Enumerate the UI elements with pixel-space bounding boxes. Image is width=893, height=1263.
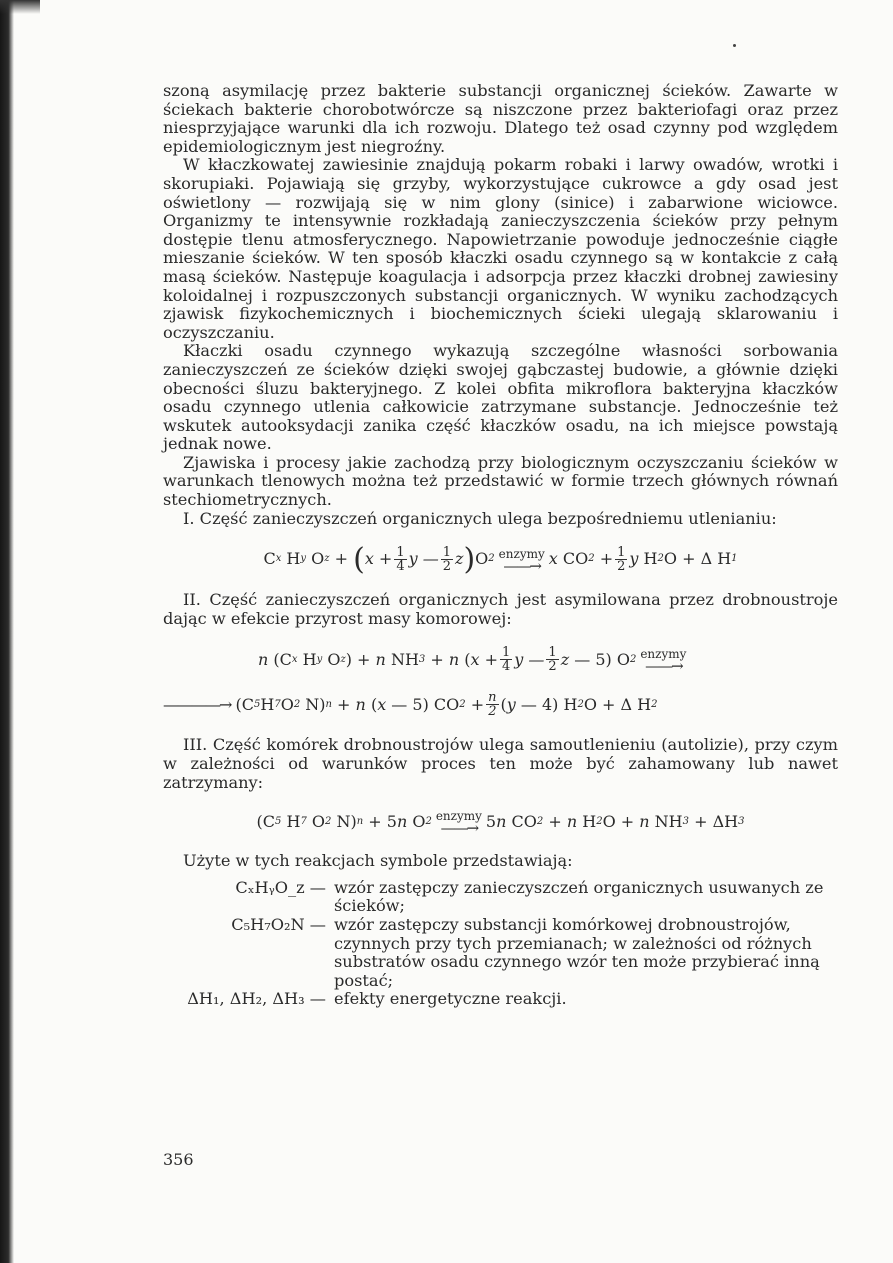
equation-2-line-2: ————→ (C 5 H 7 O 2 N) n + n ( x — 5) CO 2 + $\frac{n}{2}$ ( y — 4) H 2 O + Δ H 2 [163,690,658,720]
scan-corner-shadow [0,0,40,14]
book-binding-shadow [0,0,14,1263]
fraction: $\frac{1}{4}$ [502,645,511,675]
definition-text: wzór zastępczy substancji komórkowej drobnoustrojów, czynnych przy tych przemianach; w zależności od różnych substratów osadu czynnego wzór ten może przybierać inną postać; [334,915,820,990]
definition-symbol: C₅H₇O₂N — [231,915,326,934]
reaction-arrow: enzymy ——→ [498,546,545,575]
page-content [163,82,838,1009]
fraction: $\frac{1}{2}$ [617,545,626,575]
paragraph-1: szoną asymilację przez bakterie substancji organicznej ścieków. Zawarte w ściekach bakterie chorobotwórcze są niszczone przez bakteriofagi oraz przez niesprzyjające warunki dla ich rozwoju. Dlatego też osad czynny pod względem epidemiologicznym jest niegroźny. [163,81,838,156]
definition-text: wzór zastępczy zanieczyszczeń organicznych usuwanych ze ścieków; [334,877,824,916]
fraction: $\frac{1}{2}$ [548,645,557,675]
definition-symbol: ΔH₁, ΔH₂, ΔH₃ — [187,989,326,1009]
definition-item [163,879,838,916]
fraction: $\frac{1}{4}$ [396,545,405,575]
reaction-arrow: enzymy ——→ [640,646,687,675]
paragraph-5: I. Część zanieczyszczeń organicznych ulega bezpośredniemu utlenianiu: [183,508,777,528]
reaction-arrow: enzymy ——→ [435,809,482,838]
definition-text: efekty energetyczne reakcji. [334,989,567,1009]
equation-1: C x H y O z + ( x + $\frac{1}{4}$ y — $\frac{1}{2}$ z ) O 2 enzymy ——→ x CO 2 + $\frac{1}{2}$ y H 2 O + Δ H 1 [263,541,738,577]
definition-item [163,990,838,1009]
symbols-intro: Użyte w tych reakcjach symbole przedstawiają: [183,851,573,871]
paragraph-section-3: III. Część komórek drobnoustrojów ulega samoutlenieniu (autolizie), przy czym w zależności od warunków proces ten może być zahamowany lub nawet zatrzymany: [163,735,838,792]
definition-symbol: CₓHᵧO_z — [235,877,326,897]
paragraph-4: Zjawiska i procesy jakie zachodzą przy biologicznym oczyszczaniu ścieków w warunkach tlenowych można też przedstawić w formie trzech głównych równań stechiometrycznych. [163,452,838,510]
scan-speck [733,44,736,47]
paragraph-section-2: II. Część zanieczyszczeń organicznych jest asymilowana przez drobnoustroje dając w efekcie przyrost masy komorowej: [163,590,838,628]
symbol-definitions [163,879,838,1009]
paragraph-3: Kłaczki osadu czynnego wykazują szczególne własności sorbowania zanieczyszczeń ze ścieków dzięki swojej gąbczastej budowie, a głównie dzięki obecności śluzu bakteryjnego. Z kolei obfita mikroflora bakteryjna kłaczków osadu czynnego utlenia całkowicie zatrzymane substancje. Jednocześnie też wskutek autooksydacji zanika część kłaczków osadu, na ich miejsce powstają jednak nowe. [163,341,838,454]
fraction: $\frac{n}{2}$ [488,690,497,720]
equation-2-line-1: n (C x H y O z ) + n NH 3 + n ( x + $\frac{1}{4}$ y — $\frac{1}{2}$ z — 5) O 2 enzymy ——→ [258,645,687,675]
page-number: 356 [163,1150,194,1169]
definition-item [163,916,838,990]
equation-3: (C 5 H 7 O 2 N) n + 5 n O 2 enzymy ——→ 5 n CO 2 + n H 2 O + n NH 3 + ΔH 3 [256,809,745,838]
fraction: $\frac{1}{2}$ [442,545,452,575]
paragraph-2: W kłaczkowatej zawiesinie znajdują pokarm robaki i larwy owadów, wrotki i skorupiaki. Pojawiają się grzyby, wykorzystujące cukrowce a gdy osad jest oświetlony — rozwijają się w nim glony (sinice) i zabarwione wiciowce. Organizmy te intensywnie rozkładają zanieczyszczenia ścieków przy pełnym dostępie tlenu atmosferycznego. Napowietrzanie powoduje jednocześnie ciągłe mieszanie ścieków. W ten sposób kłaczki osadu czynnego są w kontakcie z całą masą ścieków. Następuje koagulacja i adsorpcja przez kłaczki drobnej zawiesiny koloidalnej i rozpuszczonych substancji organicznych. W wyniku zachodzących zjawisk fizykochemicznych i biochemicznych ścieki ulegają sklarowaniu i oczyszczaniu. [163,155,838,342]
